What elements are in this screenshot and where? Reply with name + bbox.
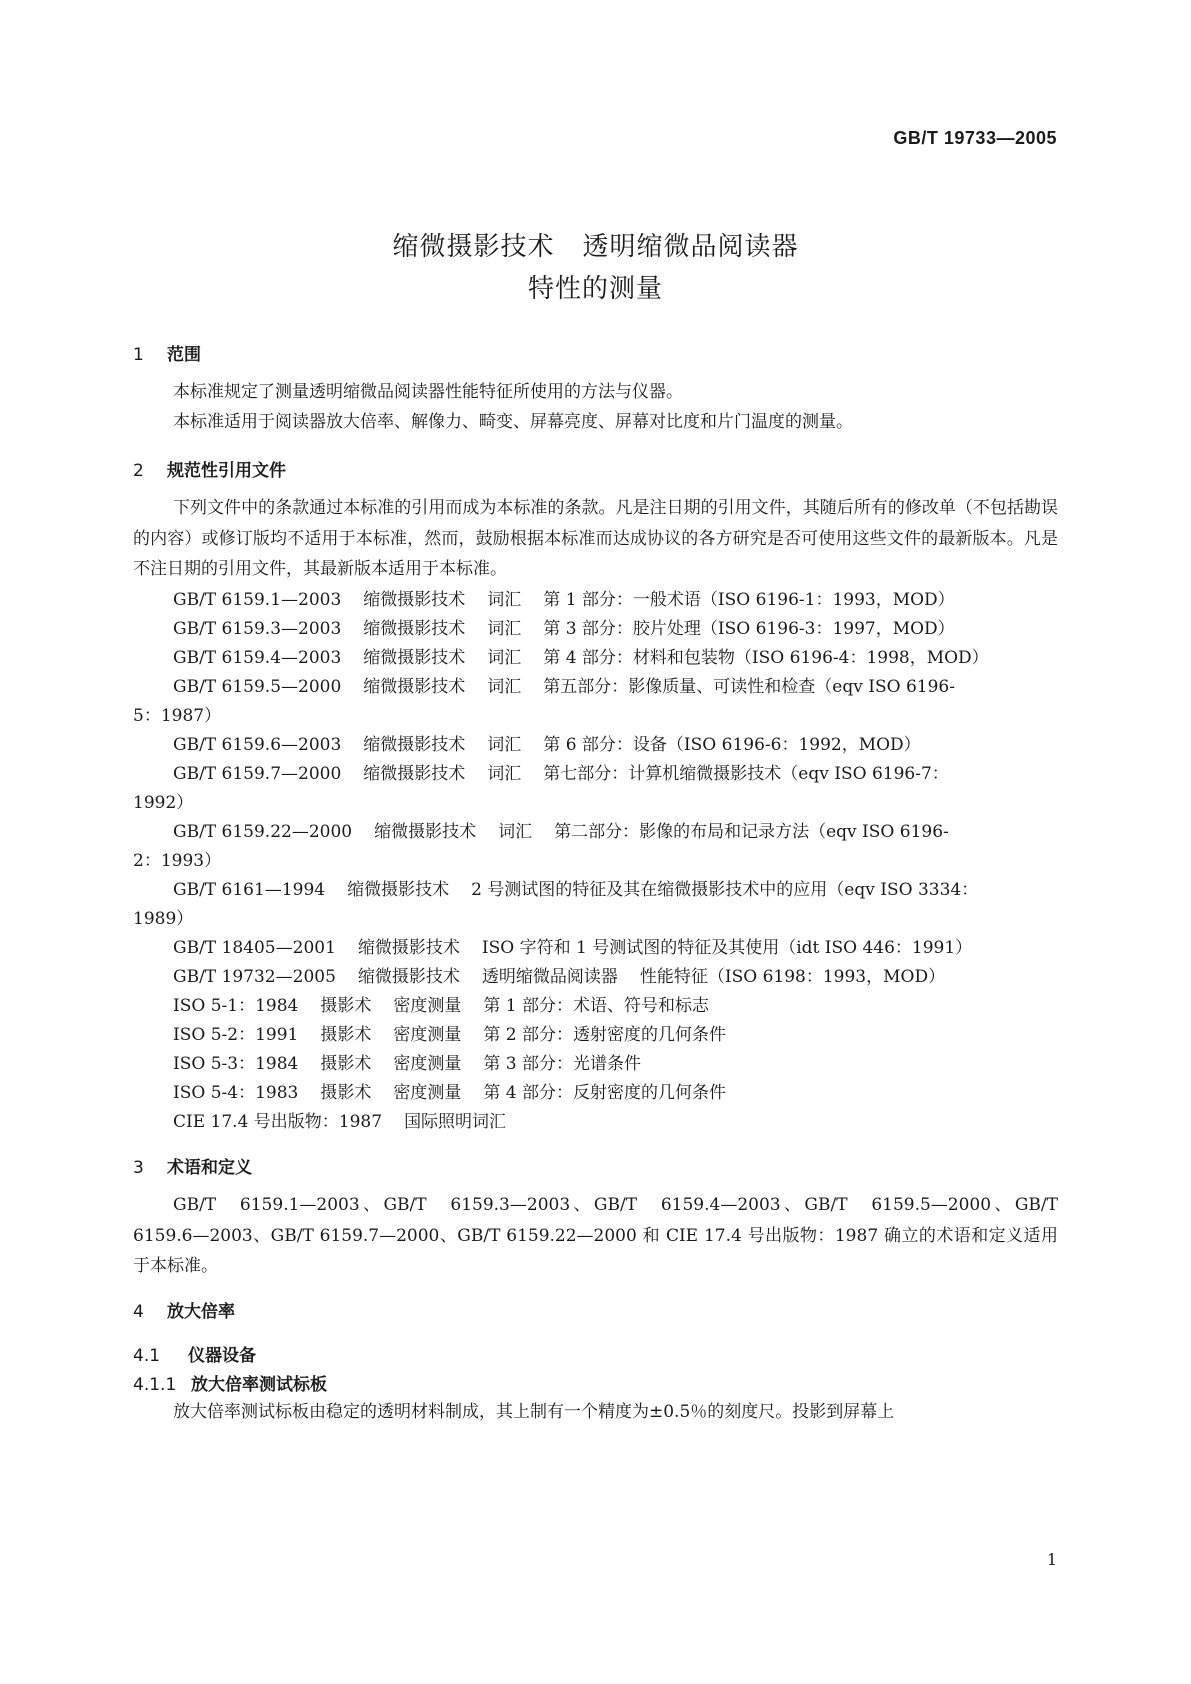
section-3-heading: 3 术语和定义 xyxy=(133,1158,252,1178)
reference-item-part: 词汇 xyxy=(487,764,522,784)
reference-item xyxy=(173,643,989,668)
reference-item xyxy=(173,585,955,610)
title-part-2: 透明缩微品阅读器 xyxy=(582,232,799,262)
reference-item-part: ISO 5-2：1991 xyxy=(173,1025,299,1045)
reference-item-part: 缩微摄影技术 xyxy=(363,648,466,668)
reference-item-part: 缩微摄影技术 xyxy=(363,677,466,697)
page-number: 1 xyxy=(1046,1550,1057,1569)
reference-item-part: 摄影术 xyxy=(320,1083,372,1103)
reference-item-part: 密度测量 xyxy=(393,1025,462,1045)
reference-item xyxy=(173,817,949,842)
reference-item-part: 第 2 部分：透射密度的几何条件 xyxy=(483,1025,726,1045)
reference-item-part: 缩微摄影技术 xyxy=(347,880,450,900)
reference-item-part: 缩微摄影技术 xyxy=(374,822,477,842)
reference-item xyxy=(173,1020,726,1045)
section-4-heading: 4 放大倍率 xyxy=(133,1302,235,1322)
reference-item-part: ISO 5-4：1983 xyxy=(173,1083,299,1103)
section-2-intro: 下列文件中的条款通过本标准的引用而成为本标准的条款。凡是注日期的引用文件，其随后所有的修改单（不包括勘误的内容）或修订版均不适用于本标准，然而，鼓励根据本标准而达成协议的各方研究是否可使用这些文件的最新版本。凡是不注日期的引用文件，其最新版本适用于本标准。 xyxy=(133,498,1058,579)
reference-item-part: 缩微摄影技术 xyxy=(357,967,460,987)
title-line-2: 特性的测量 xyxy=(527,274,663,304)
reference-item-part: GB/T 6159.22—2000 xyxy=(173,822,353,842)
reference-item xyxy=(173,672,955,697)
reference-item xyxy=(173,1049,641,1074)
reference-item-part: 缩微摄影技术 xyxy=(363,590,466,610)
reference-item-part: GB/T 18405—2001 xyxy=(173,938,336,958)
reference-item-part: GB/T 6159.5—2000 xyxy=(173,677,342,697)
reference-item-part: ISO 5-1：1984 xyxy=(173,996,299,1016)
reference-item xyxy=(173,759,949,784)
reference-item-part: 第 3 部分：胶片处理（ISO 6196-3：1997，MOD） xyxy=(543,619,955,639)
reference-item-part: 第 3 部分：光谱条件 xyxy=(483,1054,641,1074)
reference-item-part: 缩微摄影技术 xyxy=(357,938,460,958)
reference-item-part: 词汇 xyxy=(487,735,522,755)
reference-item-part: 密度测量 xyxy=(393,1083,462,1103)
reference-item-part: 第五部分：影像质量、可读性和检查（eqv ISO 6196- xyxy=(543,677,955,697)
reference-item-continuation: 1989） xyxy=(133,909,194,929)
reference-item xyxy=(173,962,945,987)
reference-item xyxy=(173,730,921,755)
reference-item-part: GB/T 6159.4—2003 xyxy=(173,648,342,668)
reference-item-part: ISO 字符和 1 号测试图的特征及其使用（idt ISO 446：1991） xyxy=(481,938,973,958)
reference-item xyxy=(173,991,709,1016)
reference-item xyxy=(173,1078,726,1103)
reference-item-continuation: 2：1993） xyxy=(133,851,222,871)
reference-item-part: 缩微摄影技术 xyxy=(363,735,466,755)
standard-code: GB/T 19733—2005 xyxy=(893,128,1057,148)
reference-item-part: 词汇 xyxy=(487,648,522,668)
section-4-1-1-heading: 4.1.1 放大倍率测试标板 xyxy=(133,1375,327,1395)
title-part-1: 缩微摄影技术 xyxy=(392,232,555,262)
reference-item-part: 词汇 xyxy=(498,822,533,842)
reference-item-part: 国际照明词汇 xyxy=(404,1112,507,1132)
reference-item-part: 2 号测试图的特征及其在缩微摄影技术中的应用（eqv ISO 3334： xyxy=(471,880,979,900)
reference-item xyxy=(173,1107,506,1132)
reference-item-part: 摄影术 xyxy=(320,996,372,1016)
reference-item-part: 第二部分：影像的布局和记录方法（eqv ISO 6196- xyxy=(554,822,949,842)
reference-item-part: CIE 17.4 号出版物：1987 xyxy=(173,1112,383,1132)
section-1-para-1: 本标准规定了测量透明缩微品阅读器性能特征所使用的方法与仪器。 xyxy=(173,382,683,402)
reference-item-part: 摄影术 xyxy=(320,1054,372,1074)
reference-item-part: GB/T 6159.6—2003 xyxy=(173,735,342,755)
reference-item-continuation: 5：1987） xyxy=(133,706,222,726)
reference-item xyxy=(173,614,955,639)
reference-item-part: 词汇 xyxy=(487,677,522,697)
section-4-1-heading: 4.1 仪器设备 xyxy=(133,1346,256,1366)
section-4-1-1-para: 放大倍率测试标板由稳定的透明材料制成，其上制有一个精度为±0.5％的刻度尺。投影到屏幕上 xyxy=(173,1402,895,1422)
reference-item-part: 第 6 部分：设备（ISO 6196-6：1992，MOD） xyxy=(543,735,921,755)
section-2-heading: 2 规范性引用文件 xyxy=(133,461,286,481)
reference-item-part: 摄影术 xyxy=(320,1025,372,1045)
reference-item-part: ISO 5-3：1984 xyxy=(173,1054,299,1074)
section-1-heading: 1 范围 xyxy=(133,345,201,365)
reference-item-part: 第七部分：计算机缩微摄影技术（eqv ISO 6196-7： xyxy=(543,764,949,784)
reference-item-part: 第 4 部分：材料和包装物（ISO 6196-4：1998，MOD） xyxy=(543,648,989,668)
reference-item-part: GB/T 6159.1—2003 xyxy=(173,590,342,610)
reference-item-part: 密度测量 xyxy=(393,1054,462,1074)
reference-item-continuation: 1992） xyxy=(133,793,194,813)
reference-item-part: 第 4 部分：反射密度的几何条件 xyxy=(483,1083,726,1103)
reference-item-part: GB/T 6159.7—2000 xyxy=(173,764,342,784)
reference-item-part: 缩微摄影技术 xyxy=(363,764,466,784)
reference-item-part: GB/T 6161—1994 xyxy=(173,880,326,900)
reference-item-part: 密度测量 xyxy=(393,996,462,1016)
section-3-para: GB/T 6159.1—2003、GB/T 6159.3—2003、GB/T 6159.4—2003、GB/T 6159.5—2000、GB/T 6159.6—2003、GB/T 6159.7—2000、GB/T 6159.22—2000 和 CIE 17.4 号出版物：1987 确立的术语和定义适用于本标准。 xyxy=(133,1195,1058,1276)
reference-item-part: 词汇 xyxy=(487,619,522,639)
document-title xyxy=(0,226,1191,310)
reference-item xyxy=(173,875,978,900)
reference-item xyxy=(173,933,972,958)
reference-item-part: GB/T 6159.3—2003 xyxy=(173,619,342,639)
reference-item-part: 缩微摄影技术 xyxy=(363,619,466,639)
section-1-para-2: 本标准适用于阅读器放大倍率、解像力、畸变、屏幕亮度、屏幕对比度和片门温度的测量。 xyxy=(173,412,853,432)
reference-item-part: 性能特征（ISO 6198：1993，MOD） xyxy=(639,967,946,987)
reference-item-part: 词汇 xyxy=(487,590,522,610)
reference-item-part: GB/T 19732—2005 xyxy=(173,967,336,987)
reference-item-part: 透明缩微品阅读器 xyxy=(481,967,618,987)
reference-item-part: 第 1 部分：一般术语（ISO 6196-1：1993，MOD） xyxy=(543,590,955,610)
reference-item-part: 第 1 部分：术语、符号和标志 xyxy=(483,996,709,1016)
